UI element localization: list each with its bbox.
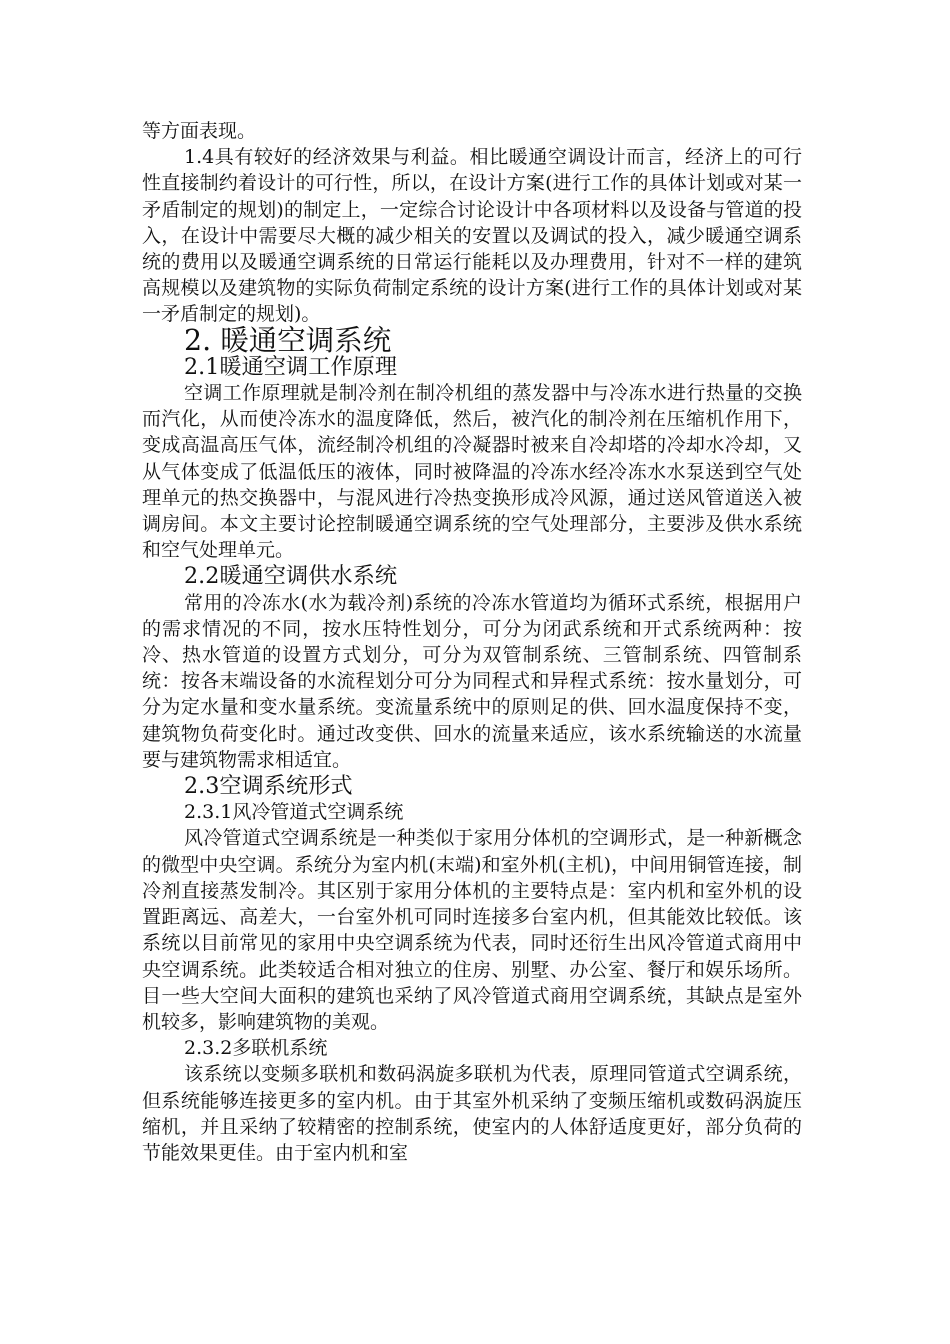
section-heading-system-forms: 2.3空调系统形式: [184, 773, 353, 800]
section-heading-air-cooled-duct: 2.3.1风冷管道式空调系统: [184, 801, 404, 824]
paragraph-water-supply: 常用的冷冻水(水为载冷剂)系统的冷冻水管道均为循环式系统，根据用户的需求情况的不同，按水压特性划分，可分为闭武系统和开式系统两种：按冷、热水管道的设置方式划分，可分为双管制系统、三管制系统、四管制系统：按各末端设备的水流程划分可分为同程式和异程式系统：按水量划分，可分为定水量和变水量系统。变流量系统中的原则足的供、回水温度保持不变，建筑物负荷变化时。通过改变供、回水的流量来适应，该水系统输送的水流量要与建筑物需求相适宜。: [142, 591, 802, 771]
paragraph-continuation: 等方面表现。: [142, 120, 257, 142]
section-heading-working-principle: 2.1暖通空调工作原理: [184, 353, 398, 380]
paragraph-working-principle: 空调工作原理就是制冷剂在制冷机组的蒸发器中与冷冻水进行热量的交换而汽化，从而使冷冻水的温度降低，然后，被汽化的制冷剂在压缩机作用下，变成高温高压气体，流经制冷机组的冷凝器时被来自冷却塔的冷却水冷却，又从气体变成了低温低压的液体，同时被降温的冷冻水经冷冻水水泵送到空气处理单元的热交换器中，与混风进行冷热变换形成冷风源，通过送风管道送入被调房间。本文主要讨论控制暖通空调系统的空气处理部分，主要涉及供水系统和空气处理单元。: [142, 382, 802, 562]
section-heading-water-supply: 2.2暖通空调供水系统: [184, 563, 398, 590]
paragraph-economic-benefit: 1.4具有较好的经济效果与利益。相比暖通空调设计而言，经济上的可行性直接制约着设计的可行性，所以，在设计方案(进行工作的具体计划或对某一矛盾制定的规划)的制定上，一定综合讨论设计中各项材料以及设备与管道的投入，在设计中需要尽大概的减少相关的安置以及调试的投入，减少暖通空调系统的费用以及暖通空调系统的日常运行能耗以及办理费用，针对不一样的建筑高规模以及建筑物的实际负荷制定系统的设计方案(进行工作的具体计划或对某一矛盾制定的规划)。: [142, 146, 802, 326]
paragraph-air-cooled-duct: 风冷管道式空调系统是一种类似于家用分体机的空调形式，是一种新概念的微型中央空调。系统分为室内机(末端)和室外机(主机)，中间用铜管连接，制冷剂直接蒸发制冷。其区别于家用分体机的主要特点是：室内机和室外机的设置距离远、高差大，一台室外机可同时连接多台室内机，但其能效比较低。该系统以目前常见的家用中央空调系统为代表，同时还衍生出风冷管道式商用中央空调系统。此类较适合相对独立的住房、别墅、办公室、餐厅和娱乐场所。目一些大空间大面积的建筑也采纳了风冷管道式商用空调系统，其缺点是室外机较多，影响建筑物的美观。: [142, 827, 802, 1033]
paragraph-multi-split: 该系统以变频多联机和数码涡旋多联机为代表，原理同管道式空调系统，但系统能够连接更多的室内机。由于其室外机采纳了变频压缩机或数码涡旋压缩机，并且采纳了较精密的控制系统，使室内的人体舒适度更好，部分负荷的节能效果更佳。由于室内机和室: [142, 1063, 802, 1164]
section-heading-hvac-system: 2. 暖通空调系统: [184, 323, 392, 357]
section-heading-multi-split: 2.3.2多联机系统: [184, 1037, 328, 1060]
document-body: [142, 118, 802, 1166]
